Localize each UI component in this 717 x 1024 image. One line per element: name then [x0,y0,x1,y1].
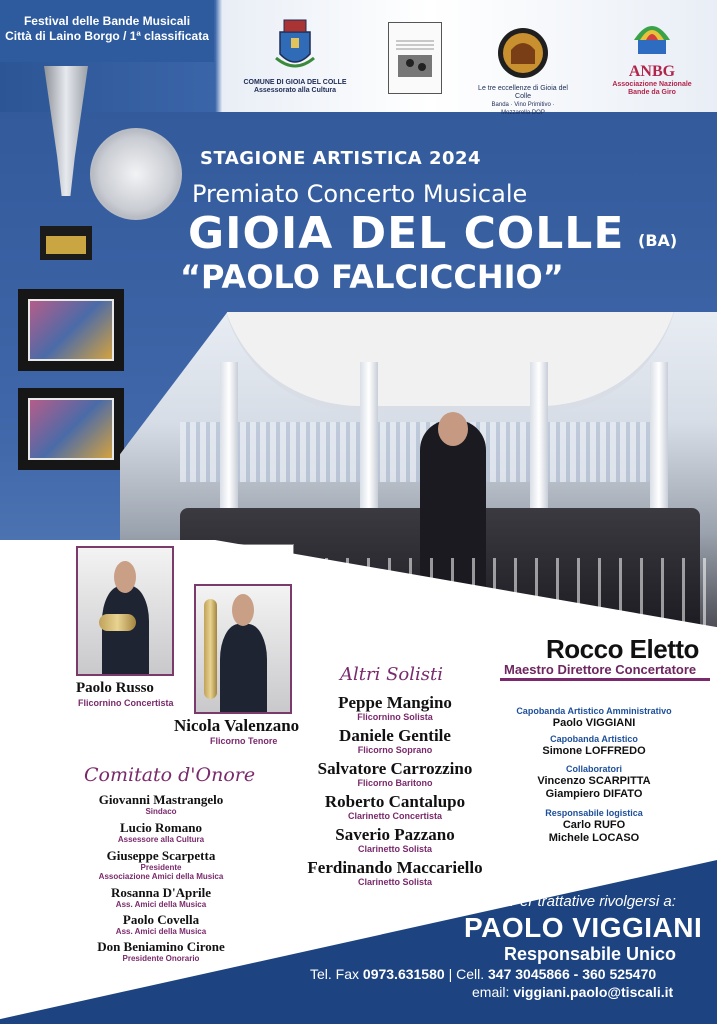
staff-name: Paolo VIGGIANI [552,717,636,729]
email-label: email: [472,984,510,1000]
award-plaque-1 [18,289,124,371]
flicorno-tenore-icon [204,599,217,700]
comune-caption-2: Assessorato alla Cultura [253,87,337,94]
contact-phones [310,966,656,982]
music-sheet-icon [390,23,440,91]
soloist-role: Flicornino Solista [357,712,433,722]
paolo-russo-portrait [76,546,174,676]
comitato-role: Assessore alla Cultura [117,835,205,844]
comitato-name: Rosanna D'Aprile [110,885,212,900]
comitato-role: Presidente Onorario [122,954,200,963]
comitato-title: Comitato d'Onore [84,764,256,786]
flicornino-icon [99,614,137,632]
soloist-item [285,826,505,854]
soloist-item [285,760,505,788]
staff-group [494,706,694,730]
featured-name-2: Nicola Valenzano [174,716,300,735]
anbg-title: ANBG [628,63,676,80]
soloist-item [285,859,505,887]
cathedral-icon [496,26,550,80]
nicola-valenzano-portrait [194,584,292,714]
eccellenze-subcaption: Banda · Vino Primitivo · Mozzarella DOP [491,102,555,116]
comitato-name: Giuseppe Scarpetta [106,848,216,863]
comitato-item [56,792,266,816]
director-role: Maestro Direttore Concertatore [504,662,697,677]
trophy-cup [36,66,96,272]
eccellenze-caption: Le tre eccellenze di Gioia del Colle [478,85,568,100]
email-address[interactable]: viggiani.paolo@tiscali.it [513,984,674,1000]
staff-group [494,764,694,801]
staff-name: Giampiero DIFATO [545,788,643,800]
contact-email-row [472,984,673,1000]
comitato-name: Lucio Romano [120,820,202,835]
portrait-figure [220,624,267,712]
award-plaque-2 [18,388,124,470]
comitato-role: Sindaco [145,807,177,816]
soloist-name: Daniele Gentile [339,726,451,745]
tel-label: Tel. Fax [310,966,360,982]
divider: | [448,966,457,982]
province-label: (BA) [638,231,678,250]
staff-name: Carlo RUFO [562,819,626,831]
soloist-role: Clarinetto Solista [357,877,432,887]
bandstand-icon [630,18,674,58]
comune-logo [240,14,350,95]
staff-name: Vincenzo SCARPITTA [537,775,651,787]
staff-title: Responsabile logistica [545,808,643,818]
coat-of-arms-icon [272,14,318,74]
comitato-role: Ass. Amici della Musica [115,900,207,909]
director-name: Rocco Eletto [546,634,699,664]
staff-group [494,808,694,845]
staff-title: Capobanda Artistico [550,734,638,744]
comitato-item [56,848,266,881]
soloist-item [285,793,505,821]
festival-box [0,0,214,62]
tel-number[interactable]: 0973.631580 [362,966,445,982]
festival-line-2: Città di Laino Borgo / 1ª classificata [5,29,209,43]
comune-caption-1: COMUNE DI GIOIA DEL COLLE [243,79,347,86]
soloist-name: Salvatore Carrozzino [317,759,473,778]
cell-number[interactable]: 347 3045866 - 360 525470 [488,966,657,982]
altri-solisti-title: Altri Solisti [340,664,443,685]
eccellenze-logo [478,26,568,117]
city-title: GIOIA DEL COLLE [188,208,625,259]
trophy-label-plate [46,236,86,254]
contact-role: Responsabile Unico [504,944,677,964]
contact-name: PAOLO VIGGIANI [464,912,703,943]
comitato-role: Presidente [140,863,182,872]
comitato-name: Giovanni Mastrangelo [98,792,224,807]
staff-group [494,734,694,758]
anbg-logo [598,18,706,97]
staff-name: Michele LOCASO [548,832,640,844]
director-underline [500,678,710,681]
soloist-role: Flicorno Baritono [357,778,433,788]
comitato-item [56,939,266,963]
soloist-item [285,727,505,755]
featured-role-1: Flicornino Concertista [78,698,174,708]
comitato-item [56,885,266,909]
soloist-name: Saverio Pazzano [335,825,455,844]
comitato-role: Ass. Amici della Musica [115,927,207,936]
trophy-cup-body [44,66,88,196]
staff-title: Collaboratori [565,764,622,774]
soloist-item [285,694,505,722]
staff-title: Capobanda Artistico Amministrativo [516,706,672,716]
comitato-name: Don Beniamino Cirone [97,939,225,954]
festival-line-1: Festival delle Bande Musicali [23,14,191,28]
staff-name: Simone LOFFREDO [542,745,646,757]
soloist-name: Roberto Cantalupo [324,792,466,811]
band-name-title: “PAOLO FALCICCHIO” [180,258,564,296]
featured-role-2: Flicorno Tenore [210,736,278,746]
soloist-role: Flicorno Soprano [357,745,433,755]
soloist-role: Clarinetto Solista [357,844,432,854]
soloist-role: Clarinetto Concertista [347,811,443,821]
contact-intro: Per trattative rivolgersi a: [510,893,676,910]
bandstand-dome [220,312,680,412]
season-title: STAGIONE ARTISTICA 2024 [200,148,482,169]
band-award-title: Premiato Concerto Musicale [192,180,528,208]
anbg-subtitle-2: Bande da Giro [628,89,676,96]
comitato-name: Paolo Covella [122,912,200,927]
portrait-head [232,594,255,627]
soloist-name: Peppe Mangino [338,693,452,712]
comitato-item [56,912,266,936]
comitato-role-extra: Associazione Amici della Musica [98,872,224,881]
comitato-item [56,820,266,844]
featured-name-1: Paolo Russo [76,680,154,696]
conductor-head [438,412,468,446]
soloist-name: Ferdinando Maccariello [307,858,483,877]
anbg-subtitle-1: Associazione Nazionale [612,81,692,88]
cell-label: Cell. [456,966,485,982]
commemorative-plate [90,128,182,220]
association-logo [388,22,442,94]
